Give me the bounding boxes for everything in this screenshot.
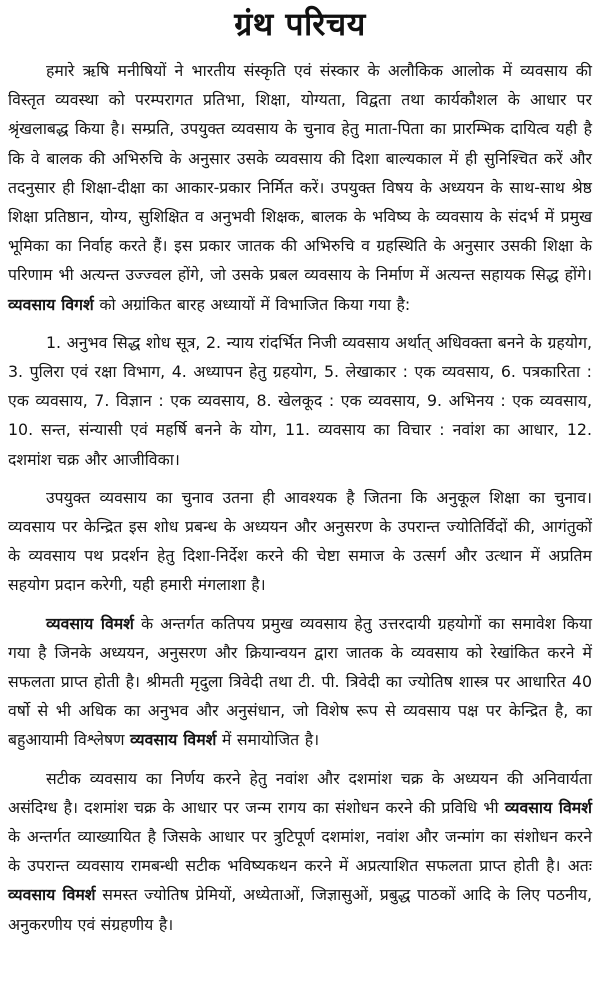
intro-text-1: हमारे ऋषि मनीषियों ने भारतीय संस्कृति एवं संस्कार के अलौकिक आलोक में व्यवसाय की विस्तृत व्यवस्था को परम्परागत प्रतिभा, शिक्षा, योग्यता, विद्वता तथा कार्यकौशल के आधार पर श्रृंखलाबद्ध किया है। सम्प्रति, उपयुक्त व्यवसाय के चुनाव हेतु माता-पिता का प्रारम्भिक दायित्व यही है कि वे बालक की अभिरुचि के अनुसार उसके व्यवसाय की दिशा बाल्यकाल में ही सुनिश्चित करें और तदनुसार ही शिक्षा-दीक्षा का आकार-प्रकार निर्मित करें। उपयुक्त विषय के अध्ययन के साथ-साथ श्रेष्ठ शिक्षा प्रतिष्ठान, योग्य, सुशिक्षित व अनुभवी शिक्षक, बालक के भविष्य के व्यवसाय के संदर्भ में प्रमुख भूमिका का निर्वाह करते हैं। इस प्रकार जातक की अभिरुचि व ग्रहस्थिति के अनुसार उसकी शिक्षा के परिणाम भी अत्यन्त उज्ज्वल होंगे, जो उसके प्रबल व्यवसाय के निर्माण में अत्यन्त सहायक सिद्ध होंगे। — [8, 61, 592, 285]
chapter-list-text: 1. अनुभव सिद्ध शोध सूत्र, 2. न्याय रांदर्भित निजी व्यवसाय अर्थात् अधिवक्ता बनने के ग्रहयोग, 3. पुलिरा एवं रक्षा विभाग, 4. अध्यापन हेतु ग्रहयोग, 5. लेखाकार : एक व्यवसाय, 6. पत्रकारिता : एक व्यवसाय, 7. विज्ञान : एक व्यवसाय, 8. खेलकूद : एक व्यवसाय, 9. अभिनय : एक व्यवसाय, 10. सन्त, संन्यासी एवं महर्षि बनने के योग, 11. व्यवसाय का विचार : नवांश का आधार, 12. दशमांश चक्र और आजीविका। — [8, 332, 592, 469]
choice-text: उपयुक्त व्यवसाय का चुनाव उतना ही आवश्यक है जितना कि अनुकूल शिक्षा का चुनाव। व्यवसाय पर केन्द्रित इस शोध प्रबन्ध के अध्ययन और अनुसरण के उपरान्त ज्योतिर्विदों की, आगंतुकों के व्यवसाय पथ प्रदर्शन हेतु दिशा-निर्देश करने की चेष्टा समाज के उत्सर्ग और उत्थान में अप्रतिम सहयोग प्रदान करेगी, यही हमारी मंगलाशा है। — [8, 487, 592, 595]
book-title-emphasis: व्यवसाय विगर्श — [8, 294, 94, 314]
conclusion-text-2: के अन्तर्गत व्याख्यायित है जिसके आधार पर त्रुटिपूर्ण दशमांश, नवांश और जन्मांग का संशोधन करने के उपरान्त व्यवसाय रामबन्धी सटीक भविष्यकथन करने में अप्रत्याशित सफलता प्राप्त होती है। अतः — [8, 827, 592, 876]
authors-text-2: में समायोजित है। — [216, 730, 320, 750]
book-title-emphasis: व्यवसाय विमर्श — [46, 613, 134, 633]
book-title-emphasis: व्यवसाय विमर्श — [130, 730, 217, 750]
chapter-list — [8, 328, 592, 474]
paragraph-conclusion — [8, 764, 592, 939]
document-page — [0, 2, 600, 1002]
paragraph-authors — [8, 609, 592, 755]
conclusion-text-3: समस्त ज्योतिष प्रेमियों, अध्येताओं, जिज्ञासुओं, प्रबुद्ध पाठकों आदि के लिए पठनीय, अनुकरणीय एवं संग्रहणीय है। — [8, 885, 592, 934]
paragraph-intro — [8, 56, 592, 319]
book-title-emphasis: व्यवसाय विमर्श — [8, 885, 96, 905]
paragraph-choice — [8, 483, 592, 600]
authors-text-1: के अन्तर्गत कतिपय प्रमुख व्यवसाय हेतु उत्तरदायी ग्रहयोगों का समावेश किया गया है जिनके अध्ययन, अनुसरण और क्रियान्वयन द्वारा जातक के व्यवसाय को रेखांकित करने में सफलता प्राप्त होती है। श्रीमती मृदुला त्रिवेदी तथा टी. पी. त्रिवेदी का ज्योतिष शास्त्र पर आधारित 40 वर्षो से भी अधिक का अनुभव और अनुसंधान, जो विशेष रूप से व्यवसाय पक्ष पर केन्द्रित है, का बहुआयामी विश्लेषण — [8, 613, 593, 750]
intro-text-2: को अग्रांकित बारह अध्यायों में विभाजित किया गया है: — [93, 294, 411, 314]
page-title: ग्रंथ परिचय — [234, 5, 366, 43]
book-title-emphasis: व्यवसाय विमर्श — [504, 797, 592, 817]
conclusion-text-1: सटीक व्यवसाय का निर्णय करने हेतु नवांश और दशमांश चक्र के अध्ययन की अनिवार्यता असंदिग्ध है। दशमांश चक्र के आधार पर जन्म रागय का संशोधन करने की प्रविधि भी — [8, 768, 592, 817]
